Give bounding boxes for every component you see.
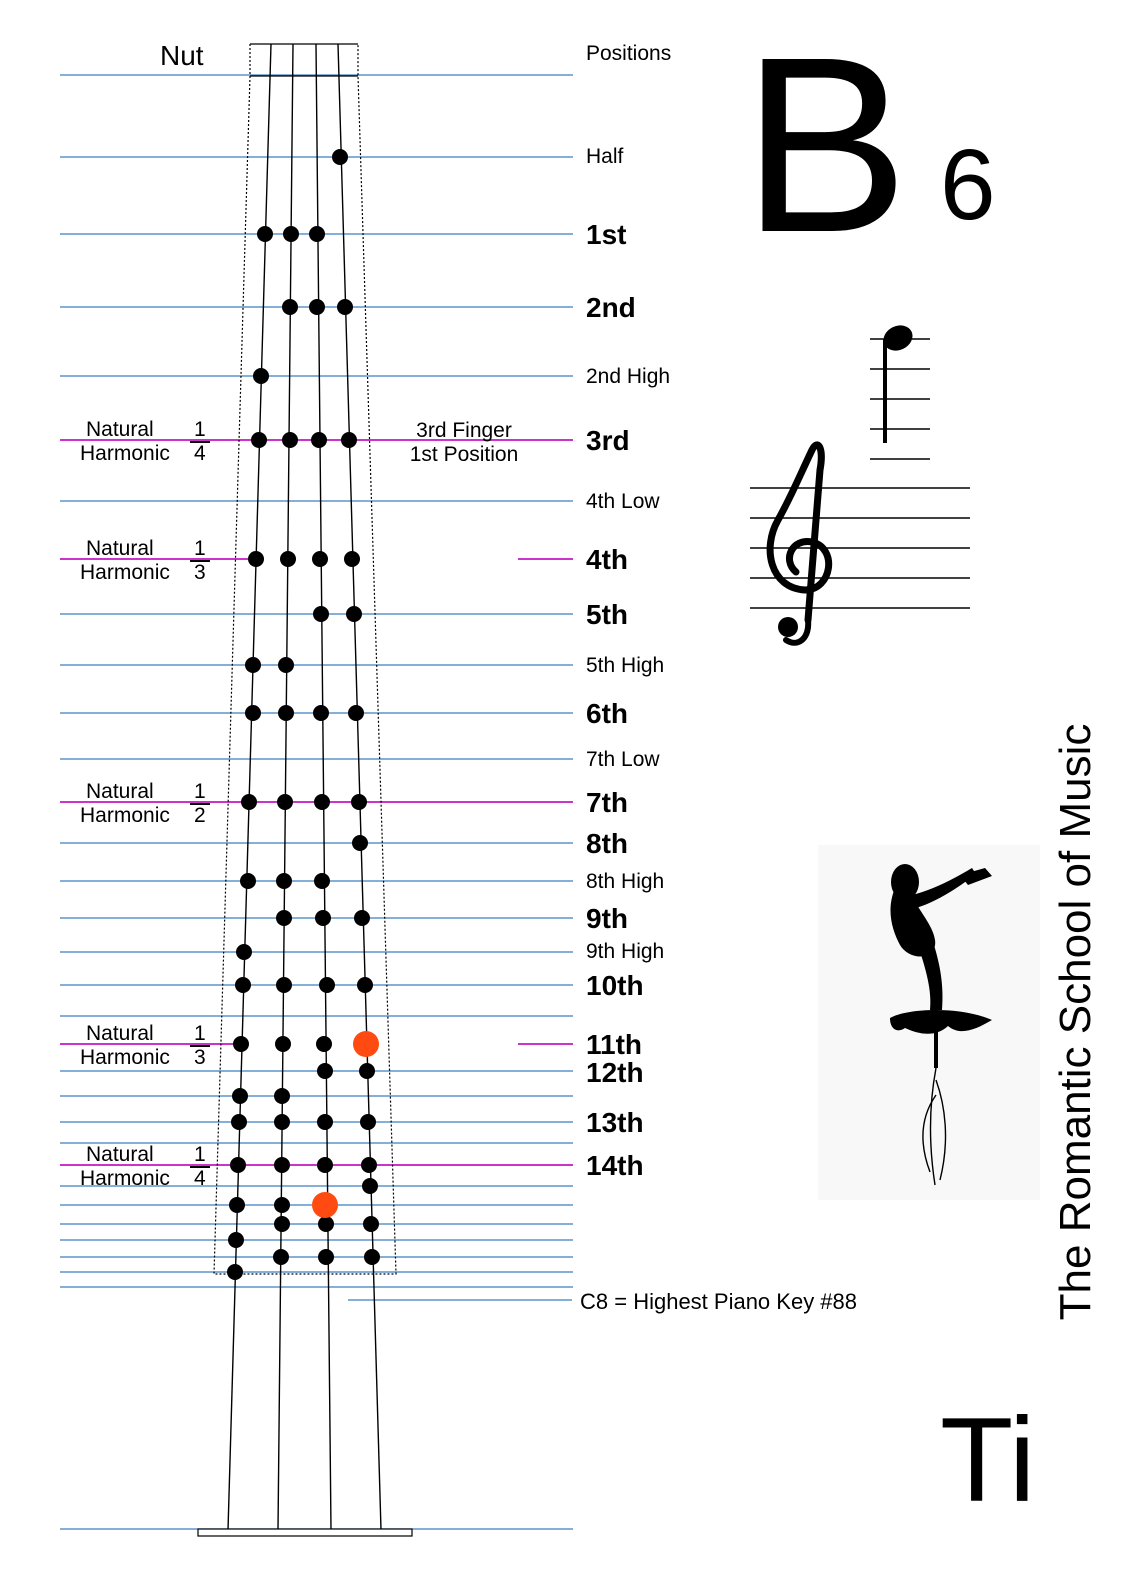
highest-key-note: C8 = Highest Piano Key #88 — [580, 1289, 858, 1314]
harmonic-numerator: 1 — [194, 537, 206, 560]
natural-harmonic-label — [68, 1143, 208, 1193]
harmonic-word-harmonic: Harmonic — [80, 561, 170, 584]
harmonic-word-natural: Natural — [86, 537, 154, 560]
harmonic-word-harmonic: Harmonic — [80, 804, 170, 827]
annotation-line-1: 3rd Finger — [416, 419, 512, 442]
harmonic-word-harmonic: Harmonic — [80, 442, 170, 465]
natural-harmonic-label — [68, 1022, 208, 1072]
position-label-7th: 7th — [586, 787, 628, 818]
harmonic-denominator: 4 — [194, 442, 206, 465]
harmonic-denominator: 3 — [194, 1046, 206, 1069]
harmonic-denominator: 3 — [194, 561, 206, 584]
harmonic-word-harmonic: Harmonic — [80, 1167, 170, 1190]
position-label-8th-high: 8th High — [586, 870, 665, 893]
position-label-1st: 1st — [586, 219, 627, 250]
annotation-line-2: 1st Position — [409, 443, 519, 466]
dancer-silhouette-icon — [818, 845, 1040, 1200]
position-label-4th: 4th — [586, 544, 628, 575]
harmonic-word-natural: Natural — [86, 780, 154, 803]
harmonic-word-harmonic: Harmonic — [80, 1046, 170, 1069]
bridge — [198, 1529, 412, 1536]
positions-heading: Positions — [586, 42, 672, 65]
position-label-14th: 14th — [586, 1150, 644, 1181]
natural-harmonic-label — [68, 418, 208, 468]
harmonic-numerator: 1 — [194, 1143, 206, 1166]
position-label-6th: 6th — [586, 698, 628, 729]
harmonic-numerator: 1 — [194, 418, 206, 441]
natural-harmonic-label — [68, 780, 208, 830]
position-label-8th: 8th — [586, 828, 628, 859]
harmonic-word-natural: Natural — [86, 1022, 154, 1045]
position-label-9th: 9th — [586, 903, 628, 934]
position-label-10th: 10th — [586, 970, 644, 1001]
third-finger-annotation — [404, 419, 524, 467]
strings — [228, 44, 381, 1530]
natural-harmonic-label — [68, 537, 208, 587]
position-label-7th-low: 7th Low — [586, 748, 660, 771]
position-label-5th-high: 5th High — [586, 654, 665, 677]
position-label-12th: 12th — [586, 1057, 644, 1088]
quarter-note-icon — [870, 321, 930, 459]
harmonic-numerator: 1 — [194, 1022, 206, 1045]
treble-clef-icon — [770, 445, 829, 643]
harmonic-denominator: 4 — [194, 1167, 206, 1190]
position-label-3rd: 3rd — [586, 425, 630, 456]
position-label-5th: 5th — [586, 599, 628, 630]
position-label-13th: 13th — [586, 1107, 644, 1138]
note-letter: B — [742, 5, 909, 284]
position-label-2nd: 2nd — [586, 292, 636, 323]
school-name: The Romantic School of Music — [1051, 723, 1100, 1321]
position-label-half: Half — [586, 145, 624, 168]
position-label-11th: 11th — [586, 1029, 643, 1060]
solfege-syllable: Ti — [940, 1393, 1036, 1527]
note-octave: 6 — [940, 129, 996, 241]
harmonic-word-natural: Natural — [86, 1143, 154, 1166]
position-label-2nd-high: 2nd High — [586, 365, 671, 388]
harmonic-numerator: 1 — [194, 780, 206, 803]
harmonic-denominator: 2 — [194, 804, 206, 827]
finger-dots — [227, 149, 380, 1280]
harmonic-word-natural: Natural — [86, 418, 154, 441]
nut-label: Nut — [160, 40, 204, 71]
position-label-9th-high: 9th High — [586, 940, 665, 963]
position-label-4th-low: 4th Low — [586, 490, 660, 513]
